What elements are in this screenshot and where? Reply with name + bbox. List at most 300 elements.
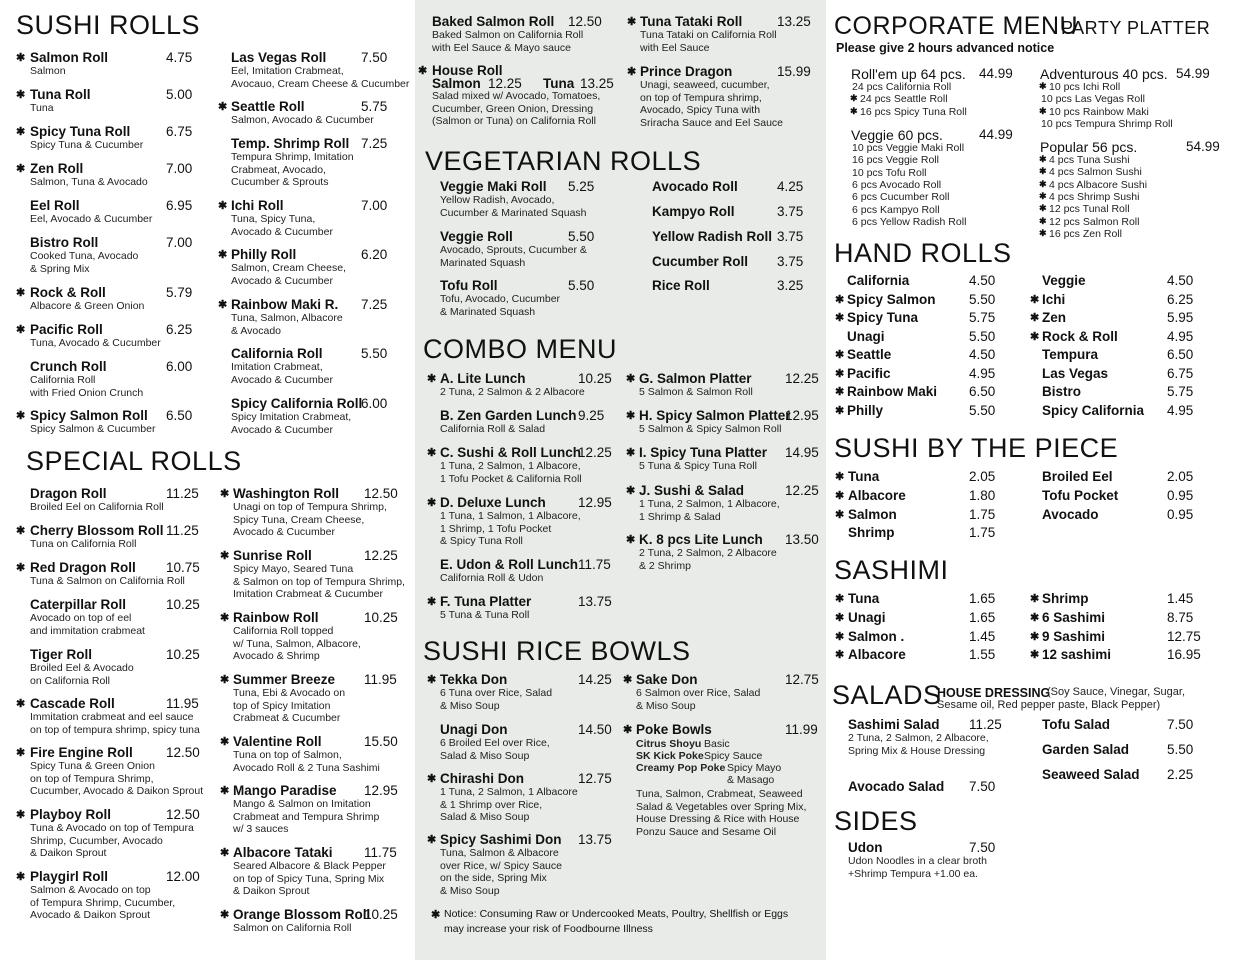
item-name: Zen: [1042, 310, 1067, 325]
platter-line: 16 pcs Zen Roll: [1049, 227, 1122, 240]
item-price: 14.25: [578, 672, 612, 687]
star-icon: ✱: [220, 736, 230, 748]
item-name: J. Sushi & Salad: [639, 483, 745, 498]
item-price: 6.20: [361, 247, 388, 262]
description-line: House Dressing & Rice with House: [636, 813, 800, 825]
platter-name: Popular 56 pcs.: [1040, 139, 1138, 155]
item-name: Albacore Tataki: [233, 845, 333, 860]
item-price: 4.75: [166, 50, 193, 65]
item-name: Ichi Roll: [231, 198, 284, 213]
item-price: 13.75: [578, 594, 612, 609]
description-line: Salmon & Avocado on top: [30, 884, 151, 896]
item-name: C. Sushi & Roll Lunch: [440, 445, 581, 460]
item-price: 10.25: [364, 907, 398, 922]
section-heading: SUSHI BY THE PIECE: [834, 433, 1119, 463]
item-price: 11.95: [166, 696, 199, 711]
item-name: Playboy Roll: [30, 807, 112, 822]
item-description: [440, 572, 640, 585]
item-description: [440, 386, 640, 399]
item-price: 7.00: [361, 198, 388, 213]
description-line: Cucumber, Green Onion, Dressing: [432, 102, 594, 115]
star-icon: ✱: [623, 724, 633, 736]
star-icon: ✱: [850, 93, 858, 104]
item-price: 5.00: [166, 87, 193, 102]
description-line: 6 Tuna over Rice, Salad: [440, 687, 553, 699]
description-line: 5 Salmon & Salmon Roll: [639, 386, 753, 398]
item-price: 4.50: [1167, 273, 1194, 288]
item-name: California: [847, 273, 910, 288]
item-name: Ichi: [1042, 291, 1066, 307]
platter-line: 10 pcs Veggie Maki Roll: [852, 142, 965, 154]
item-name: Spicy Salmon Roll: [30, 408, 148, 423]
item-price: 1.45: [969, 628, 996, 644]
description-line: Imitation Crabmeat & Cucumber: [233, 588, 383, 600]
item-name: E. Udon & Roll Lunch: [440, 557, 578, 572]
item-price: 12.25: [785, 483, 819, 498]
star-icon: ✱: [218, 299, 228, 311]
item-description: [30, 501, 230, 514]
item-price: 4.50: [969, 273, 996, 288]
item-price: 5.50: [969, 291, 996, 307]
description-line: Tuna, Spicy Tuna,: [231, 213, 316, 225]
item-name: Pacific: [847, 365, 891, 381]
item-price: 4.95: [969, 365, 996, 381]
description-line: Salad & Miso Soup: [440, 749, 530, 762]
item-description: [30, 423, 230, 436]
description-line: on California Roll: [30, 674, 110, 687]
item-price: 12.50: [166, 807, 200, 822]
item-name: Avocado: [1042, 506, 1099, 522]
item-name: Cherry Blossom Roll: [30, 523, 164, 538]
star-icon: ✱: [16, 747, 26, 759]
item-price: 10.25: [166, 597, 200, 612]
item-name: I. Spicy Tuna Platter: [639, 445, 768, 460]
star-icon: ✱: [1039, 166, 1047, 177]
description-line: Cooked Tuna, Avocado: [30, 250, 139, 262]
item-price: 11.25: [969, 717, 1002, 732]
item-description: [30, 176, 230, 189]
item-name: Dragon Roll: [30, 486, 107, 501]
description-line: Salmon on California Roll: [233, 922, 352, 934]
item-description: [30, 250, 230, 275]
item-name: G. Salmon Platter: [639, 371, 752, 386]
star-icon: ✱: [835, 611, 845, 624]
description-line: 1 Tuna, 2 Salmon, 1 Albacore: [440, 786, 578, 798]
platter-name: Roll'em up 64 pcs.: [851, 66, 966, 82]
section-heading: CORPORATE MENU: [834, 12, 1079, 40]
item-name: Poke Bowls: [636, 722, 712, 737]
description-line: Salmon: [30, 65, 66, 77]
star-icon: ✱: [1030, 330, 1040, 343]
dressing-label: HOUSE DRESSING: [937, 686, 1051, 700]
star-icon: ✱: [427, 596, 437, 608]
description-line: top of Spicy Imitation: [233, 699, 331, 712]
notice-line: may increase your risk of Foodbourne Illness: [444, 923, 653, 935]
platter-price: 54.99: [1186, 139, 1220, 154]
star-icon: ✱: [220, 785, 230, 797]
item-price: 4.25: [777, 179, 804, 194]
item-description: [233, 749, 433, 774]
description-line: Avocado Roll & 2 Tuna Sashimi: [233, 761, 380, 774]
item-description: [432, 29, 632, 54]
item-price: 5.50: [361, 346, 388, 361]
description-line: Tuna: [30, 102, 54, 114]
star-icon: ✱: [1030, 649, 1040, 662]
item-description: [440, 293, 640, 318]
item-description: [639, 547, 839, 572]
description-line: Seared Albacore & Black Pepper: [233, 860, 386, 872]
star-icon: ✱: [16, 163, 26, 175]
item-name: Philly: [847, 402, 884, 418]
star-icon: ✱: [835, 593, 845, 605]
star-icon: ✱: [626, 373, 636, 385]
item-price: 5.50: [969, 402, 996, 418]
description-line: Salad & Miso Soup: [440, 811, 530, 823]
item-price: 8.75: [1167, 609, 1194, 625]
description-line: Tofu, Avocado, Cucumber: [440, 293, 561, 305]
item-price: 12.95: [578, 495, 612, 510]
item-price: 6.95: [166, 198, 193, 213]
item-price: 5.95: [1167, 310, 1194, 325]
description-line: & Spicy Tuna Roll: [440, 535, 523, 547]
star-icon: ✱: [627, 66, 637, 78]
description-line: on the side, Spring Mix: [440, 872, 547, 884]
description-line: Tuna, Salmon, Crabmeat, Seaweed: [636, 788, 803, 800]
item-description: [30, 538, 230, 551]
item-name: Rainbow Roll: [233, 610, 319, 625]
item-name: Spicy California: [1042, 402, 1145, 418]
description-line: Sriracha Sauce and Eel Sauce: [640, 116, 784, 129]
item-name: Rainbow Maki: [847, 384, 938, 399]
description-line: California Roll topped: [233, 625, 334, 637]
item-price: 12.00: [166, 869, 200, 884]
description-line: Baked Salmon on California Roll: [432, 29, 584, 41]
description-line: with Eel Sauce & Mayo sauce: [432, 41, 571, 54]
item-name: Bistro Roll: [30, 235, 99, 250]
description-line: (Salmon or Tuna) on California Roll: [432, 115, 596, 127]
item-description: [440, 194, 640, 219]
item-price: 9.25: [578, 408, 605, 423]
description-line: & Spring Mix: [30, 262, 90, 275]
description-line: with Fried Onion Crunch: [30, 386, 144, 399]
item-name: Albacore: [848, 647, 906, 663]
poke-option-sauce: Spicy Sauce: [704, 750, 763, 762]
description-line: Tuna on California Roll: [30, 538, 137, 550]
item-name: Spicy Tuna: [847, 310, 919, 325]
star-icon: ✱: [218, 249, 228, 261]
item-name: Caterpillar Roll: [30, 597, 127, 612]
item-name: Mango Paradise: [233, 783, 337, 798]
description-line: Spicy Tuna, Cream Cheese,: [233, 513, 365, 526]
item-price: 11.95: [364, 672, 397, 687]
item-price: 3.75: [777, 254, 804, 269]
star-icon: ✱: [16, 324, 26, 336]
description-line: Tuna, Salmon & Albacore: [440, 847, 559, 859]
item-name: B. Zen Garden Lunch: [440, 408, 577, 423]
item-price: 1.65: [969, 591, 996, 606]
item-price: 4.50: [969, 347, 996, 362]
item-name: Unagi: [847, 328, 885, 344]
item-description: [639, 498, 839, 523]
item-price: 1.65: [969, 609, 996, 625]
item-price: 13.50: [785, 532, 819, 547]
item-description: [640, 79, 840, 129]
description-line: and immitation crabmeat: [30, 624, 145, 637]
item-price: 5.50: [1167, 741, 1194, 757]
description-line: 2 Tuna, 2 Salmon & 2 Albacore: [440, 386, 585, 398]
item-description: [231, 411, 431, 436]
item-name: Cascade Roll: [30, 696, 115, 711]
description-line: Avocado & Daikon Sprout: [30, 909, 151, 921]
item-name: Tiger Roll: [30, 647, 93, 662]
item-description: [231, 151, 431, 189]
item-name: Rice Roll: [652, 278, 710, 293]
item-name: Sunrise Roll: [233, 548, 312, 563]
item-description: [30, 760, 230, 798]
description-line: 1 Shrimp, 1 Tofu Pocket: [440, 522, 552, 535]
poke-option-sauce: Basic: [704, 738, 730, 750]
item-price: 6.25: [1167, 291, 1194, 307]
description-line: Avocauo, Cream Cheese & Cucumber: [231, 77, 410, 90]
section-heading: SASHIMI: [834, 555, 949, 585]
item-description: [231, 312, 431, 337]
item-price: 12.25: [785, 371, 819, 386]
item-name: Seaweed Salad: [1042, 766, 1140, 782]
star-icon: ✱: [427, 773, 437, 785]
star-icon: ✱: [16, 562, 26, 574]
platter-line: 6 pcs Yellow Radish Roll: [852, 215, 967, 228]
item-description: [231, 361, 431, 386]
item-name: Valentine Roll: [233, 734, 322, 749]
description-line: Avocado, Sprouts, Cucumber &: [440, 244, 587, 256]
item-name: D. Deluxe Lunch: [440, 495, 546, 510]
description-line: Cucumber, Avocado & Daikon Sprout: [30, 785, 204, 797]
platter-line: 12 pcs Salmon Roll: [1049, 215, 1140, 228]
item-name: Las Vegas Roll: [231, 50, 327, 65]
item-price: 10.25: [166, 647, 200, 662]
description-line: 1 Tuna, 1 Salmon, 1 Albacore,: [440, 510, 581, 522]
item-name: Prince Dragon: [640, 64, 733, 79]
platter-price: 44.99: [979, 66, 1013, 81]
item-price: 11.25: [166, 523, 199, 538]
star-icon: ✱: [1039, 203, 1047, 214]
description-line: Salmon, Cream Cheese,: [231, 262, 346, 274]
star-icon: ✱: [1030, 293, 1040, 306]
item-price: 11.25: [166, 486, 199, 501]
item-description: [30, 374, 230, 399]
item-price: 6.50: [166, 408, 193, 423]
item-name: Veggie Maki Roll: [440, 179, 547, 194]
description-line: Eel, Imitation Crabmeat,: [231, 65, 344, 77]
description-line: Immitation crabmeat and eel sauce: [30, 711, 194, 723]
item-name: Spicy California Roll: [231, 396, 363, 411]
item-name: Shrimp: [848, 525, 895, 541]
item-price: 12.75: [785, 672, 819, 687]
description-line: on top of Tempura shrimp,: [640, 91, 762, 104]
item-description: [30, 300, 230, 313]
item-description: [636, 687, 836, 712]
item-name: Spicy Sashimi Don: [440, 832, 562, 847]
item-name: Las Vegas: [1042, 365, 1109, 381]
star-icon: ✱: [835, 404, 845, 417]
description-line: 5 Tuna & Tuna Roll: [440, 609, 530, 621]
notice-text: [444, 907, 788, 937]
item-description: [231, 213, 431, 238]
poke-option-name: Citrus Shoyu: [636, 738, 702, 750]
item-name: Unagi Don: [440, 722, 508, 737]
item-description: [639, 386, 839, 399]
star-icon: ✱: [835, 293, 845, 306]
description-line: 1 Shrimp & Salad: [639, 510, 721, 523]
description-line: Spicy Salmon & Cucumber: [30, 423, 156, 435]
item-name: Bistro: [1042, 384, 1082, 399]
platter-line: 10 pcs Ichi Roll: [1049, 81, 1121, 93]
star-icon: ✱: [218, 101, 228, 113]
platter-line: 16 pcs Spicy Tuna Roll: [860, 105, 967, 118]
item-name: Tofu Salad: [1042, 717, 1111, 732]
star-icon: ✱: [220, 909, 230, 921]
star-icon: ✱: [16, 287, 26, 299]
item-name: Rock & Roll: [1042, 328, 1118, 344]
star-icon: ✱: [1030, 611, 1040, 624]
star-icon: ✱: [16, 525, 26, 537]
item-name: Sashimi Salad: [848, 717, 940, 732]
item-name: Baked Salmon Roll: [432, 14, 555, 29]
item-price: 12.50: [166, 745, 200, 760]
star-icon: ✱: [626, 485, 636, 497]
item-name: Cucumber Roll: [652, 254, 749, 269]
description-line: Tempura Shrimp, Imitation: [231, 151, 354, 163]
description-line: on top of Tempura Shrimp,: [30, 772, 154, 785]
item-price: 13.75: [578, 832, 612, 847]
description-line: 6 Broiled Eel over Rice,: [440, 737, 550, 749]
item-price: 6.75: [166, 124, 193, 139]
platter-line: 24 pcs Seattle Roll: [860, 93, 948, 106]
item-price: 0.95: [1167, 506, 1194, 522]
star-icon: ✱: [626, 534, 636, 546]
item-description: [639, 460, 839, 473]
description-line: Salad mixed w/ Avocado, Tomatoes,: [432, 90, 601, 102]
item-price: 7.50: [969, 840, 996, 855]
item-description: [233, 687, 433, 725]
description-line: Broiled Eel & Avocado: [30, 662, 134, 674]
description-line: Salmon, Avocado & Cucumber: [231, 114, 374, 126]
platter-line: 4 pcs Shrimp Sushi: [1049, 190, 1140, 203]
item-price: 3.75: [777, 229, 804, 244]
description-line: Salmon, Tuna & Avocado: [30, 176, 148, 188]
item-description: [440, 737, 640, 762]
item-name: Chirashi Don: [440, 771, 525, 786]
item-price: 12.75: [578, 771, 612, 786]
item-description: [231, 262, 431, 287]
item-name: Avocado Roll: [652, 179, 738, 194]
item-price: 3.25: [777, 278, 804, 293]
platter-line: 6 pcs Kampyo Roll: [852, 203, 940, 216]
item-price: 5.79: [166, 285, 193, 300]
item-price: 12.75: [1167, 628, 1201, 644]
star-icon: ✱: [835, 471, 845, 483]
item-name: 6 Sashimi: [1042, 609, 1106, 625]
description-line: Avocado & Cucumber: [231, 225, 333, 238]
item-price: 5.75: [969, 310, 996, 325]
item-name: Albacore: [848, 487, 906, 503]
item-price: 11.99: [785, 722, 818, 737]
item-description: [440, 687, 640, 712]
star-icon: ✱: [220, 847, 230, 859]
poke-option-name: SK Kick Poke: [636, 750, 704, 762]
description-line: Avocado & Cucumber: [233, 526, 335, 538]
section-heading: SUSHI RICE BOWLS: [423, 636, 691, 666]
description-line: Broiled Eel on California Roll: [30, 501, 164, 513]
dressing-desc: (Soy Sauce, Vinegar, Sugar,: [1047, 686, 1185, 698]
item-name: Philly Roll: [231, 247, 297, 262]
item-price: 1.55: [969, 647, 996, 663]
section-heading: COMBO MENU: [423, 334, 617, 364]
star-icon: ✱: [427, 674, 437, 686]
item-description: [440, 244, 640, 269]
item-price: 2.05: [969, 469, 996, 484]
item-price: 1.80: [969, 487, 996, 503]
description-line: & Marinated Squash: [440, 305, 536, 318]
description-line: Tuna on top of Salmon,: [233, 749, 342, 761]
item-price: 1.45: [1167, 591, 1194, 606]
item-price: 15.99: [777, 64, 811, 79]
star-icon: ✱: [623, 674, 633, 686]
description-line: Eel, Avocado & Cucumber: [30, 213, 153, 225]
item-description: [30, 612, 230, 637]
item-name: Crunch Roll: [30, 359, 107, 374]
item-name: Udon: [848, 840, 883, 855]
platter-line: 6 pcs Avocado Roll: [852, 178, 942, 191]
star-icon: ✱: [220, 612, 230, 624]
item-price: 5.50: [568, 278, 595, 293]
description-line: w/ 3 sauces: [233, 823, 289, 835]
star-icon: ✱: [16, 698, 26, 710]
description-line: Imitation Crabmeat,: [231, 361, 323, 373]
description-line: Spring Mix & House Dressing: [848, 744, 986, 757]
item-price: 10.25: [364, 610, 398, 625]
item-price: 6.50: [1167, 347, 1194, 362]
item-description: [848, 855, 1048, 880]
item-price: 12.25: [364, 548, 398, 563]
star-icon: ✱: [16, 52, 26, 64]
item-price: 3.75: [777, 204, 804, 219]
item-price: 5.50: [969, 328, 996, 344]
item-name: Salmon .: [848, 628, 905, 644]
item-price: 6.25: [166, 322, 193, 337]
description-line: Marinated Squash: [440, 256, 526, 269]
item-price: 7.25: [361, 297, 388, 312]
item-name: A. Lite Lunch: [440, 371, 526, 386]
column-middle: [415, 0, 826, 960]
item-description: [30, 337, 230, 350]
star-icon: ✱: [1039, 105, 1047, 116]
description-line: Crabmeat & Cucumber: [233, 712, 341, 724]
star-icon: ✱: [1039, 190, 1047, 201]
item-description: [30, 213, 230, 226]
item-name: Pacific Roll: [30, 322, 103, 337]
description-line: Ponzu Sauce and Sesame Oil: [636, 825, 777, 838]
item-name: Shrimp: [1042, 591, 1089, 606]
star-icon: ✱: [1030, 630, 1040, 643]
corporate-subtitle: PARTY PLATTER: [1061, 18, 1211, 38]
item-description: [233, 501, 433, 539]
item-price: 0.95: [1167, 487, 1194, 503]
item-name: Washington Roll: [233, 486, 339, 501]
description-line: California Roll & Salad: [440, 423, 546, 435]
item-price: 10.75: [166, 560, 200, 575]
item-price: 7.50: [1167, 717, 1194, 732]
